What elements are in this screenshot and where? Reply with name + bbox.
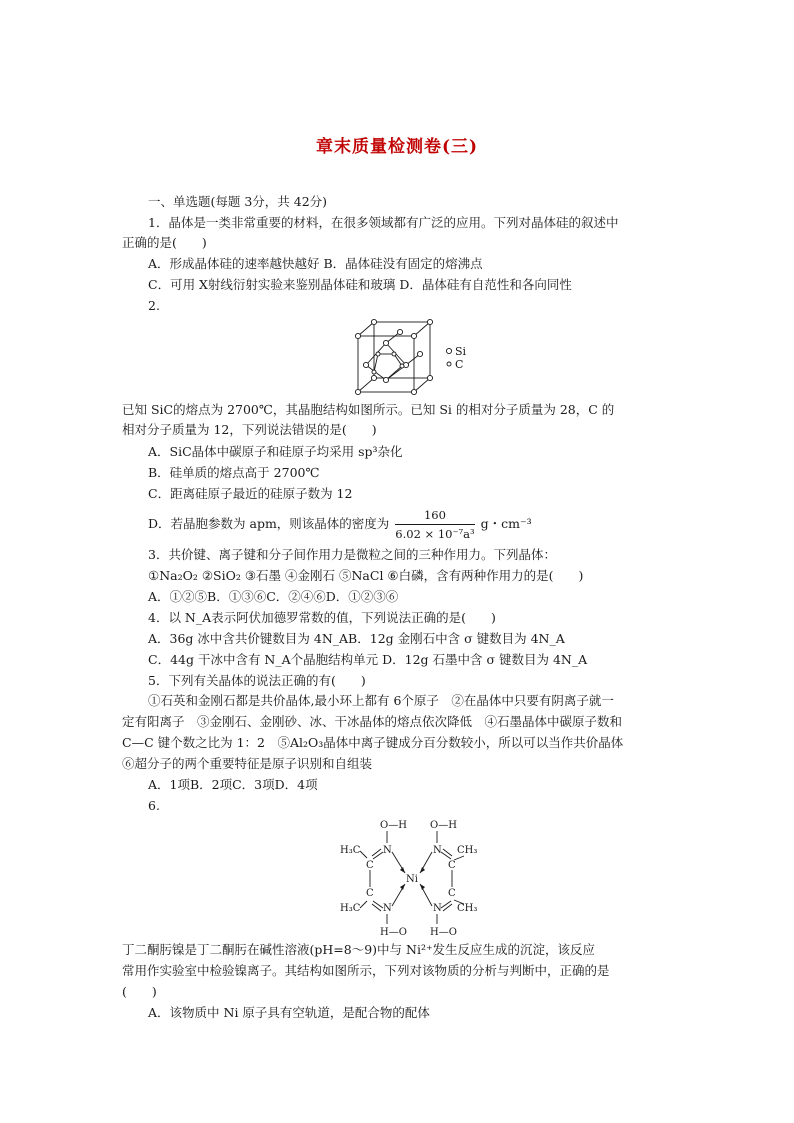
section-heading: 一、单选题(每题 3分，共 42分)	[148, 194, 328, 209]
q6-stem: 丁二酮肟镍是丁二酮肟在碱性溶液(pH=8～9)中与 Ni²⁺发生反应生成的沉淀，该反应	[122, 942, 596, 957]
q1-stem: 1．晶体是一类非常重要的材料，在很多领域都有广泛的应用。下列对晶体硅的叙述中	[148, 215, 619, 230]
c-right-top: C	[448, 860, 456, 871]
ch3-left-top: H₃C	[340, 845, 361, 856]
q4-options-ab: A．36g 冰中含共价键数目为 4N_AB．12g 金刚石中含 σ 键数目为 4N_A	[148, 631, 565, 646]
fraction-numerator: 160	[395, 507, 474, 525]
n-bottom-right: N	[433, 903, 442, 914]
q5-item-line4: ⑥超分子的两个重要特征是原子识别和自组装	[122, 756, 373, 771]
oh-left-label: O—H	[380, 820, 407, 831]
q6-option-a: A．该物质中 Ni 原子具有空轨道，是配合物的配体	[148, 1005, 430, 1020]
q1-options-ab: A．形成晶体硅的速率越快越好 B．晶体硅没有固定的熔沸点	[148, 256, 483, 271]
ch3-left-bottom: H₃C	[340, 903, 361, 914]
q2-stem-cont: 相对分子质量为 12，下列说法错误的是( )	[122, 422, 377, 437]
q6-number: 6.	[148, 798, 160, 813]
density-unit: g・cm⁻³	[480, 516, 532, 531]
q3-stem: 3．共价键、离子键和分子间作用力是微粒之间的三种作用力。下列晶体：	[148, 547, 556, 562]
ho-left-label: H—O	[380, 927, 407, 938]
c-left-top: C	[366, 860, 374, 871]
legend-c-label: C	[455, 358, 464, 371]
q5-item-line2: 定有阳离子 ③金刚石、金刚砂、冰、干冰晶体的熔点依次降低 ④石墨晶体中碳原子数和	[122, 714, 623, 729]
ni-center: Ni	[406, 874, 418, 885]
q2-option-d	[148, 507, 532, 542]
nickel-dimethylglyoxime-structure	[336, 816, 492, 938]
q5-item-line1: ①石英和金刚石都是共价晶体,最小环上都有 6个原子 ②在晶体中只要有阴离子就一	[148, 693, 614, 708]
c-left-bottom: C	[366, 888, 374, 899]
q4-options-cd: C．44g 干冰中含有 N_A个晶胞结构单元 D．12g 石墨中含 σ 键数目为 4N_A	[148, 652, 588, 667]
q2-option-b: B．硅单质的熔点高于 2700℃	[148, 465, 320, 480]
q3-list: ①Na₂O₂ ②SiO₂ ③石墨 ④金刚石 ⑤NaCl ⑥白磷，含有两种作用力的是( )	[148, 568, 584, 583]
n-bottom-left: N	[383, 903, 392, 914]
q2-option-c: C．距离硅原子最近的硅原子数为 12	[148, 486, 353, 501]
n-top-left: N	[383, 845, 392, 856]
fraction-denominator: 6.02 × 10⁻⁷a³	[395, 527, 475, 541]
page-title: 章末质量检测卷(三)	[315, 137, 479, 157]
legend-si-label: Si	[455, 345, 467, 358]
ch3-right-bottom: CH₃	[457, 903, 478, 914]
q4-stem: 4．以 N_A表示阿伏加德罗常数的值，下列说法正确的是( )	[148, 610, 496, 625]
q2-stem: 已知 SiC的熔点为 2700℃，其晶胞结构如图所示。已知 Si 的相对分子质量为 28，C 的	[122, 402, 615, 417]
n-top-right: N	[433, 845, 442, 856]
ch3-right-top: CH₃	[457, 845, 478, 856]
density-fraction	[395, 507, 474, 542]
c-right-bottom: C	[448, 888, 456, 899]
q6-stem-cont: 常用作实验室中检验镍离子。其结构如图所示，下列对该物质的分析与判断中，正确的是	[122, 963, 610, 978]
q2-option-a: A．SiC晶体中碳原子和硅原子均采用 sp³杂化	[148, 444, 403, 459]
q3-options: A．①②⑤B．①③⑥C．②④⑥D．①②③⑥	[148, 589, 399, 604]
q5-item-line3: C—C 键个数之比为 1：2 ⑤Al₂O₃晶体中离子键成分百分数较小，所以可以当作共价晶体	[122, 735, 624, 750]
q5-options: A．1项B．2项C．3项D．4项	[148, 777, 318, 792]
oh-right-label: O—H	[430, 820, 457, 831]
q2-option-d-text: D．若晶胞参数为 apm，则该晶体的密度为	[148, 516, 390, 531]
q1-options-cd: C．可用 X射线衍射实验来鉴别晶体硅和玻璃 D．晶体硅有自范性和各向同性	[148, 277, 572, 292]
q6-stem-paren: ( )	[122, 984, 157, 999]
q1-stem-cont: 正确的是( )	[122, 235, 207, 250]
q5-stem: 5．下列有关晶体的说法正确的有( )	[148, 673, 366, 688]
ho-right-label: H—O	[430, 927, 457, 938]
q2-number: 2.	[148, 298, 160, 313]
sic-unit-cell-figure	[354, 318, 484, 398]
